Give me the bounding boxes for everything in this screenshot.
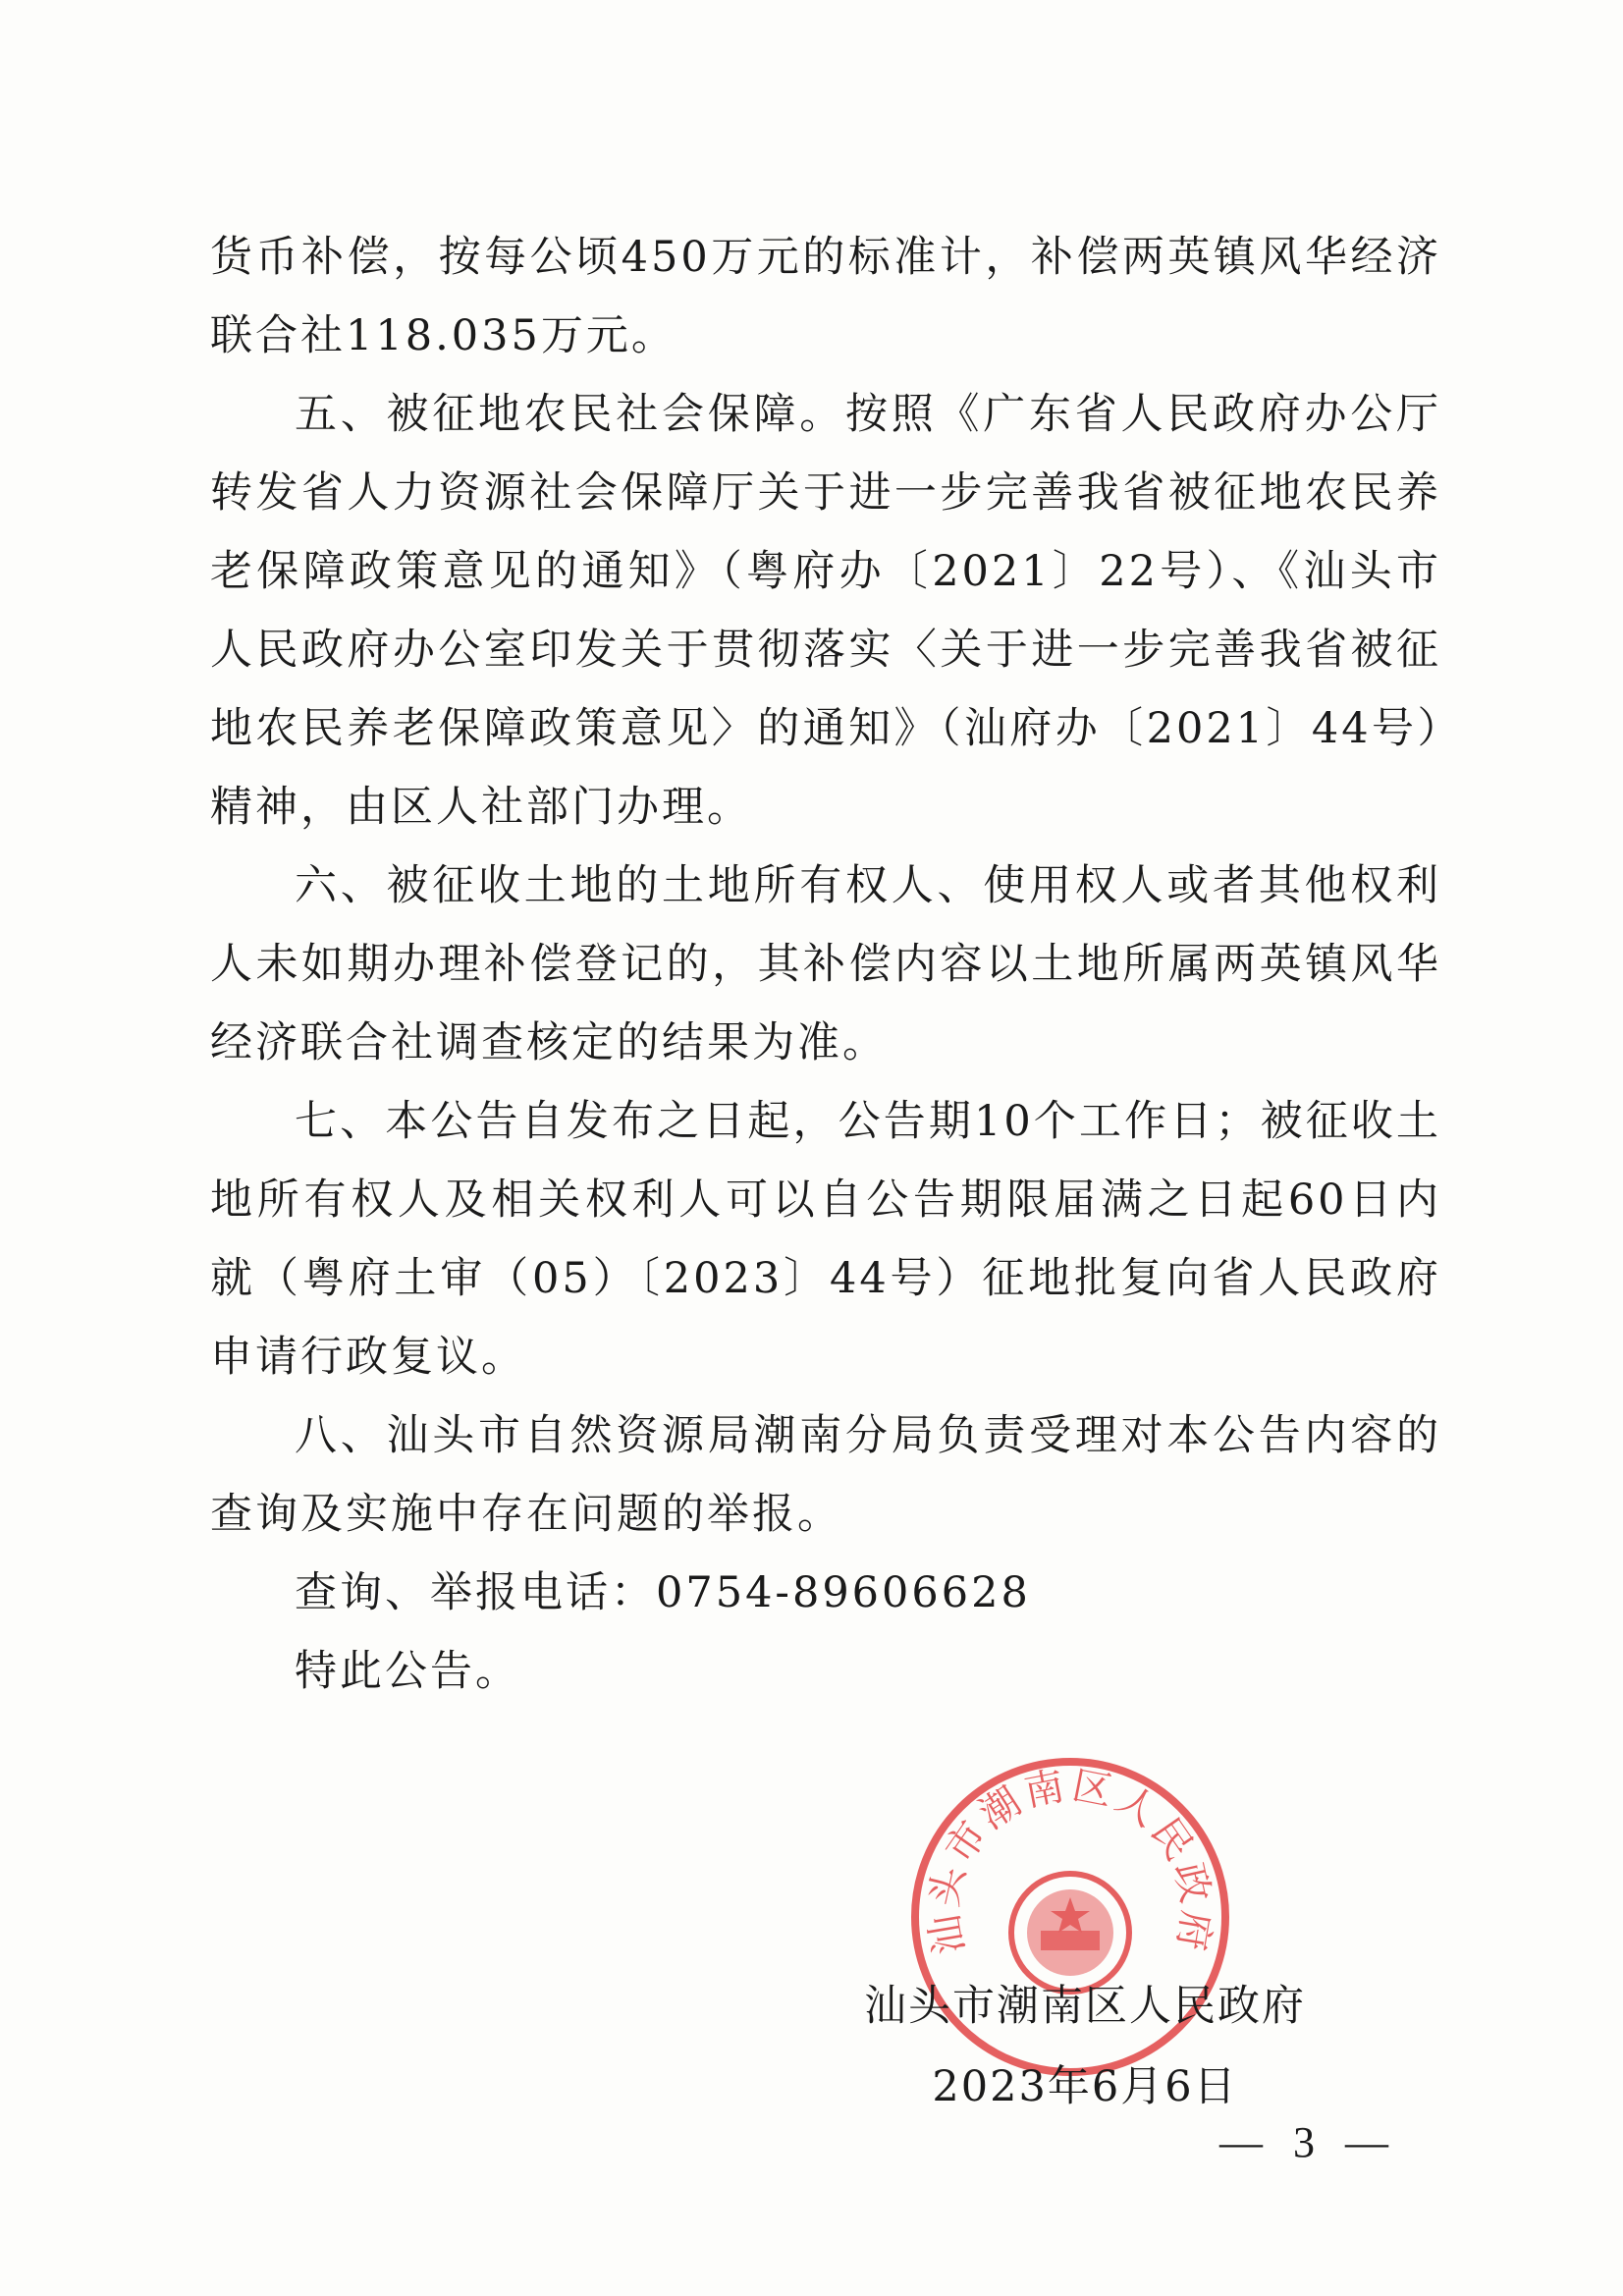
issuer-name: 汕头市潮南区人民政府 [864, 1982, 1306, 2031]
page-number: — 3 — [1219, 2118, 1398, 2166]
closing-line: 特此公告。 [295, 1647, 520, 1696]
seal-text: 汕头市潮南区人民政府 [921, 1763, 1219, 1958]
signature-block [854, 1966, 1316, 2127]
paragraph-4: 七、本公告自发布之日起，公告期10个工作日；被征收土地所有权人及相关权利人可以自公告期限届满之日起60日内就（粤府土审（05）〔2023〕44号）征地批复向省人民政府申请行政复议。 [210, 1097, 1441, 1382]
paragraph-1: 货币补偿，按每公顷450万元的标准计，补偿两英镇风华经济联合社118.035万元。 [210, 233, 1441, 360]
paragraph-2: 五、被征地农民社会保障。按照《广东省人民政府办公厅转发省人力资源社会保障厅关于进一步完善我省被征地农民养老保障政策意见的通知》（粤府办〔2021〕22号）、《汕头市人民政府办公室印发关于贯彻落实〈关于进一步完善我省被征地农民养老保障政策意见〉的通知》（汕府办〔2021〕44号）精神，由区人社部门办理。 [210, 390, 1441, 832]
paragraph-5: 八、汕头市自然资源局潮南分局负责受理对本公告内容的查询及实施中存在问题的举报。 [210, 1411, 1441, 1539]
document-body [210, 218, 1441, 1711]
paragraph-3: 六、被征收土地的土地所有权人、使用权人或者其他权利人未如期办理补偿登记的，其补偿内容以土地所属两英镇风华经济联合社调查核定的结果为准。 [210, 861, 1441, 1067]
issue-date: 2023年6月6日 [932, 2062, 1238, 2111]
contact-phone-line: 查询、举报电话：0754-89606628 [295, 1568, 1031, 1617]
